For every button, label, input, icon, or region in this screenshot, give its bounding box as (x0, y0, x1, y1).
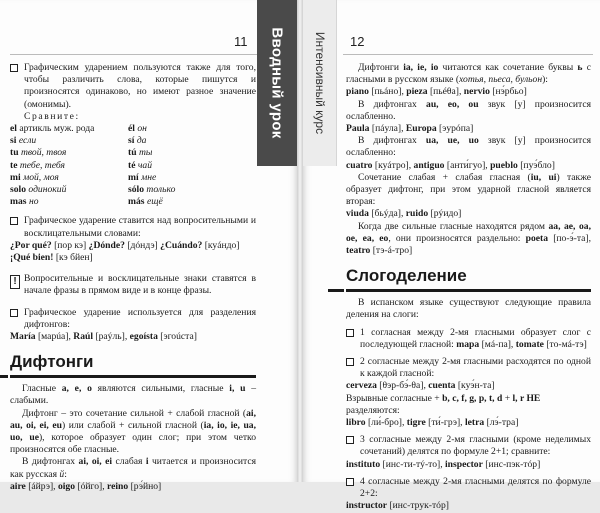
left-column (10, 62, 256, 493)
square-bullet-icon (346, 329, 354, 337)
square-bullet-icon (346, 358, 354, 366)
example-line: viuda [бьýда], ruido [рýидо] (346, 208, 462, 220)
page-number: 12 (350, 34, 365, 49)
page-number: 11 (234, 34, 248, 49)
chapter-tab-label: Вводный урок (268, 27, 286, 139)
homonym-table (10, 123, 175, 208)
exclamation-icon: ! (10, 275, 20, 289)
compare-label: Сравните: (24, 110, 80, 122)
rule-block (346, 356, 591, 380)
square-bullet-icon (10, 309, 18, 317)
rule-text: 3 согласные между 2-мя гласными (кроме неделимых сочетаний) делятся по формуле 2+1; сравните: (360, 434, 591, 458)
rule-block (346, 434, 591, 458)
paragraph: В дифтонгах au, eo, ou звук [у] произносится ослабленно. (346, 98, 591, 122)
example-line: piano [пьáно], pieza [пьéθа], nervio [нэ́рбьо] (346, 86, 527, 98)
example-line: instructor [инс-трук-тóр] (346, 500, 449, 512)
example-line: cerveza [θэр-бэ́-θа], cuenta [куэ́н-та] (346, 380, 495, 392)
rule-text: 4 согласные между 2-мя гласными делятся по формуле 2+2: (360, 475, 591, 500)
example-line: instituto [инс-ти-тý-то], inspector [инс-пэк-тóр] (346, 458, 541, 470)
warning-block (10, 273, 256, 297)
square-bullet-icon (346, 436, 354, 444)
square-bullet-icon (346, 478, 354, 486)
paragraph: Когда две сильные гласные находятся рядом aa, ae, oa, oe, ea, eo, они произносятся раздельно: poeta [по-э́-та], teatro [тэ-á-тро] (346, 220, 591, 257)
right-column (346, 62, 591, 513)
table-row: el артикль муж. рода él он (10, 123, 147, 135)
table-row: mi мой, моя mí мне (10, 171, 157, 183)
example-line: aire [áйрэ], oigo [óйго], reino [рэ́йно] (10, 480, 162, 492)
course-tab-label: Интенсивный курс (312, 31, 327, 135)
paragraph: Сочетание слабая + слабая гласная (iu, ui) также образует дифтонг, при этом ударной гласной является вторая: (346, 171, 591, 208)
chapter-tab[interactable] (257, 0, 297, 166)
paragraph: Гласные a, e, o являются сильными, гласные i, u – слабыми. (10, 383, 256, 407)
table-row: mas но más ещё (10, 196, 163, 208)
paragraph: Дифтонги ia, ie, io читаются как сочетание буквы ь с гласными в русском языке (хотья, пьеса, бульон): (346, 62, 591, 86)
table-row: tu твой, твоя tú ты (10, 147, 153, 159)
left-page (0, 0, 297, 492)
table-row: solo одинокий sólo только (10, 184, 176, 196)
note-text: Графическое ударение используется для разделения дифтонгов: (24, 306, 256, 330)
example-line: libro [ли́-бро], tigre [ти́-грэ], letra [лэ́-тра] (346, 417, 519, 429)
section-heading: Слогоделение (346, 266, 591, 292)
right-page (303, 0, 600, 512)
course-tab[interactable] (303, 0, 337, 166)
note-block (10, 62, 256, 123)
example-line: ¿Por qué? [пор кэ] ¿Dónde? [дóндэ] ¿Cuándo? [куáндо] ¡Qué bien! [кэ бйен] (10, 239, 240, 264)
note-block (10, 307, 256, 331)
paragraph: Дифтонг – это сочетание сильной + слабой гласной (ai, au, oi, ei, eu) или слабой + сильной гласной (ia, io, ie, ua, uo, ue), которое образует один слог; при этом четко произносятся обе гласные. (10, 407, 256, 456)
paragraph: В дифтонгах ai, oi, ei слабая i читается и произносится как русская й: (10, 456, 256, 480)
example-line: cuatro [куáтро], antiguo [анти́гуо], pueblo [пуэ́бло] (346, 159, 555, 171)
rule-block (346, 327, 591, 351)
paragraph: В дифтонгах ua, ue, uo звук [у] произносится ослабленно: (346, 135, 592, 159)
note-text: Графическим ударением пользуются также для того, чтобы различить слова, которые пишутся и произносятся одинаково, но имеют разное значение (омонимы). (24, 62, 256, 110)
square-bullet-icon (10, 64, 18, 72)
section-heading: Дифтонги (10, 352, 256, 378)
top-rule (343, 54, 593, 55)
rule-text: 2 согласные между 2-мя гласными расходятся по одной к каждой гласной: (360, 356, 591, 380)
warning-text: Вопросительные и восклицательные знаки ставятся в начале фразы в прямом виде и в конце фразы. (24, 273, 256, 297)
example-line: Взрывные согласные + b, c, f, g, p, t, d + l, r HE разделяются: (346, 392, 541, 416)
square-bullet-icon (10, 217, 18, 225)
rule-text: 1 согласная между 2-мя гласными образует слог с последующей гласной: mapa [мá-па], tomate [то-мá-тэ] (360, 326, 591, 350)
note-block (10, 215, 256, 239)
rule-block (346, 476, 591, 500)
top-rule (10, 54, 272, 55)
table-row: si если sí да (10, 135, 147, 147)
table-row: te тебе, тебя té чай (10, 159, 153, 171)
paragraph: В испанском языке существуют следующие правила деления на слоги: (346, 297, 591, 321)
note-text: Графическое ударение ставится над вопросительными и восклицательными словами: (24, 215, 256, 239)
example-line: Paula [пáула], Europa [эурóпа] (346, 123, 474, 135)
example-line: María [марúа], Raúl [раýль], egoísta [эгоúста] (10, 331, 197, 343)
